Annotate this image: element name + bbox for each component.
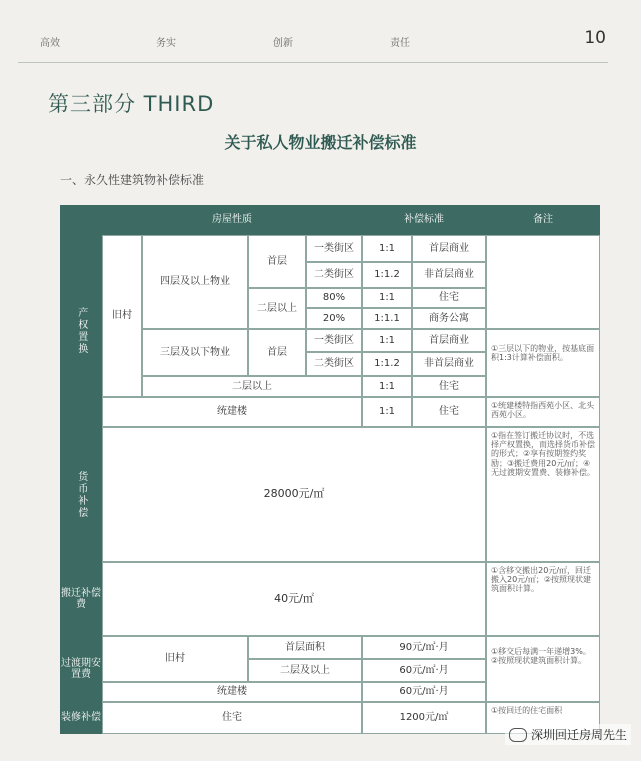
above-second-cell: 二层以上: [248, 288, 306, 329]
part-title: 第三部分 THIRD: [48, 92, 215, 116]
ratio-cell: 1:1.2: [362, 352, 412, 376]
ratio-cell: 1:1: [362, 288, 412, 308]
ratio-cell: 1:1: [362, 376, 412, 397]
category-monetary: 货币补偿: [60, 427, 102, 562]
header-tab: 责任: [390, 38, 410, 49]
pct20-cell: 20%: [306, 308, 362, 329]
header-standard: 补偿标准: [362, 205, 486, 235]
watermark-text: 深圳回迁房周先生: [530, 728, 627, 742]
category-relocation: 搬迁补偿费: [60, 562, 102, 636]
usage-cell: 非首层商业: [412, 262, 486, 288]
header-note: 备注: [486, 205, 600, 235]
ratio-cell: 1:1: [362, 329, 412, 352]
old-village-cell: 旧村: [102, 235, 142, 397]
category-transition: 过渡期安置费: [60, 636, 102, 702]
category-decoration: 装修补偿: [60, 702, 102, 734]
pct80-cell: 80%: [306, 288, 362, 308]
usage-cell: 住宅: [412, 288, 486, 308]
usage-cell: 住宅: [412, 397, 486, 427]
usage-cell: 商务公寓: [412, 308, 486, 329]
header-tab: 创新: [273, 38, 293, 49]
transition-first-value: 90元/㎡·月: [362, 636, 486, 659]
transition-old-village: 旧村: [102, 636, 248, 682]
transition-unified-value: 60元/㎡·月: [362, 682, 486, 702]
transition-second-value: 60元/㎡·月: [362, 659, 486, 682]
first-floor-cell: 首层: [248, 235, 306, 288]
four-up-cell: 四层及以上物业: [142, 235, 248, 329]
note-three-floor: ①三层以下的物业，按基底面积1:3计算补偿面积。: [486, 329, 600, 397]
page-number: 10: [584, 28, 606, 48]
section-title: 一、永久性建筑物补偿标准: [60, 173, 205, 187]
ratio-cell: 1:1: [362, 397, 412, 427]
zone1-cell: 一类街区: [306, 235, 362, 262]
header-property: 房屋性质: [102, 205, 362, 235]
zone2-cell: 二类街区: [306, 352, 362, 376]
ratio-cell: 1:1.1: [362, 308, 412, 329]
note-transition: ①移交后每满一年递增3%。②按照现状建筑面积计算。: [486, 636, 600, 702]
transition-second-floor: 二层及以上: [248, 659, 362, 682]
above-second-cell: 二层以上: [142, 376, 362, 397]
transition-first-floor: 首层面积: [248, 636, 362, 659]
note-relocation: ①含移交搬出20元/㎡，回迁搬入20元/㎡；②按照现状建筑面积计算。: [486, 562, 600, 636]
note-empty: [486, 235, 600, 329]
relocation-value: 40元/㎡: [102, 562, 486, 636]
zone1-cell: 一类街区: [306, 329, 362, 352]
zone2-cell: 二类街区: [306, 262, 362, 288]
page-header: [18, 22, 608, 63]
ratio-cell: 1:1.2: [362, 262, 412, 288]
note-decoration: ①按回迁的住宅面积: [486, 702, 600, 734]
transition-unified: 统建楼: [102, 682, 362, 702]
watermark: [505, 724, 631, 745]
note-monetary: ①指在签订搬迁协议时，不选择产权置换，而选择货币补偿的形式；②享有按期签约奖励；③搬迁费用20元/㎡；④无过渡期安置费、装修补偿。: [486, 427, 600, 562]
ratio-cell: 1:1: [362, 235, 412, 262]
document-title: 关于私人物业搬迁补偿标准: [224, 133, 417, 152]
usage-cell: 住宅: [412, 376, 486, 397]
note-unified: ①统建楼特指西苑小区、北头西苑小区。: [486, 397, 600, 427]
header-tab: 高效: [40, 38, 60, 49]
first-floor-cell: 首层: [248, 329, 306, 376]
three-down-cell: 三层及以下物业: [142, 329, 248, 376]
monetary-value: 28000元/㎡: [102, 427, 486, 562]
unified-building-cell: 统建楼: [102, 397, 362, 427]
usage-cell: 首层商业: [412, 235, 486, 262]
table-header-blank: [60, 205, 102, 235]
usage-cell: 首层商业: [412, 329, 486, 352]
wechat-icon: [509, 728, 527, 742]
header-tab: 务实: [156, 38, 176, 49]
decoration-residence: 住宅: [102, 702, 362, 734]
category-property-exchange: 产权置换: [60, 235, 102, 427]
usage-cell: 非首层商业: [412, 352, 486, 376]
decoration-value: 1200元/㎡: [362, 702, 486, 734]
